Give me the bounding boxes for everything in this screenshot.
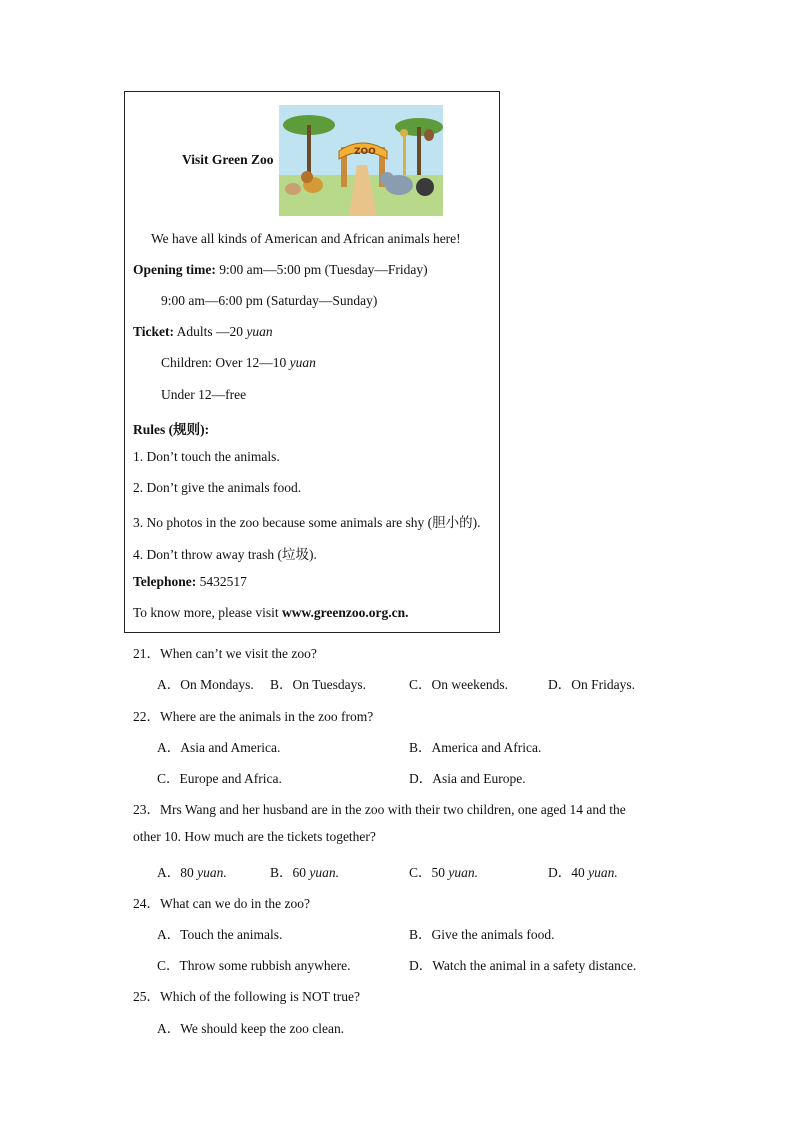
zoo-sign-text: ZOO xyxy=(354,147,376,157)
ticket-children: Children: Over 12—10 yuan xyxy=(161,355,316,370)
opening-time-weekend: 9:00 am—6:00 pm (Saturday—Sunday) xyxy=(161,293,378,308)
rule-3: 3. No photos in the zoo because some animals are shy (胆小的). xyxy=(133,515,481,530)
q22-option-c[interactable]: C．Europe and Africa. xyxy=(157,771,282,786)
q21-option-d[interactable]: D．On Fridays. xyxy=(548,677,635,692)
q23-option-b[interactable]: B．60 yuan. xyxy=(270,865,340,880)
zoo-advertisement xyxy=(124,91,500,633)
question-22: 22．Where are the animals in the zoo from? xyxy=(133,709,374,724)
q23-option-c[interactable]: C．50 yuan. xyxy=(409,865,479,880)
q21-option-b[interactable]: B．On Tuesdays. xyxy=(270,677,367,692)
question-23-line-1: 23．Mrs Wang and her husband are in the zoo with their two children, one aged 14 and the xyxy=(133,802,626,817)
ticket-under-12: Under 12—free xyxy=(161,387,247,402)
q24-option-c[interactable]: C．Throw some rubbish anywhere. xyxy=(157,958,351,973)
q22-option-a[interactable]: A．Asia and America. xyxy=(157,740,281,755)
opening-time-label: Opening time: xyxy=(133,262,216,277)
q21-option-c[interactable]: C．On weekends. xyxy=(409,677,508,692)
telephone-line: Telephone: 5432517 xyxy=(133,574,247,589)
q21-option-a[interactable]: A．On Mondays. xyxy=(157,677,254,692)
q22-option-b[interactable]: B．America and Africa. xyxy=(409,740,542,755)
q24-option-b[interactable]: B．Give the animals food. xyxy=(409,927,555,942)
question-25: 25．Which of the following is NOT true? xyxy=(133,989,360,1004)
question-21: 21．When can’t we visit the zoo? xyxy=(133,646,317,661)
opening-time-line: Opening time: 9:00 am—5:00 pm (Tuesday—Friday) xyxy=(133,262,428,277)
website-link[interactable]: www.greenzoo.org.cn. xyxy=(282,605,409,620)
ticket-line: Ticket: Adults —20 yuan xyxy=(133,324,273,339)
zoo-gate-illustration xyxy=(279,105,443,216)
telephone-label: Telephone: xyxy=(133,574,197,589)
question-23-line-2: other 10. How much are the tickets together? xyxy=(133,829,376,844)
rule-4: 4. Don’t throw away trash (垃圾). xyxy=(133,547,317,562)
q24-option-a[interactable]: A．Touch the animals. xyxy=(157,927,283,942)
ticket-label: Ticket: xyxy=(133,324,174,339)
q25-option-a[interactable]: A．We should keep the zoo clean. xyxy=(157,1021,345,1036)
ad-title: Visit Green Zoo xyxy=(182,152,274,167)
question-24: 24．What can we do in the zoo? xyxy=(133,896,310,911)
ad-intro: We have all kinds of American and African animals here! xyxy=(151,231,461,246)
rule-1: 1. Don’t touch the animals. xyxy=(133,449,280,464)
q24-option-d[interactable]: D．Watch the animal in a safety distance. xyxy=(409,958,637,973)
q23-option-d[interactable]: D．40 yuan. xyxy=(548,865,618,880)
rule-2: 2. Don’t give the animals food. xyxy=(133,480,302,495)
more-info-line: To know more, please visit www.greenzoo.org.cn. xyxy=(133,605,409,620)
rules-label: Rules (规则): xyxy=(133,422,210,437)
q22-option-d[interactable]: D．Asia and Europe. xyxy=(409,771,526,786)
q23-option-a[interactable]: A．80 yuan. xyxy=(157,865,227,880)
